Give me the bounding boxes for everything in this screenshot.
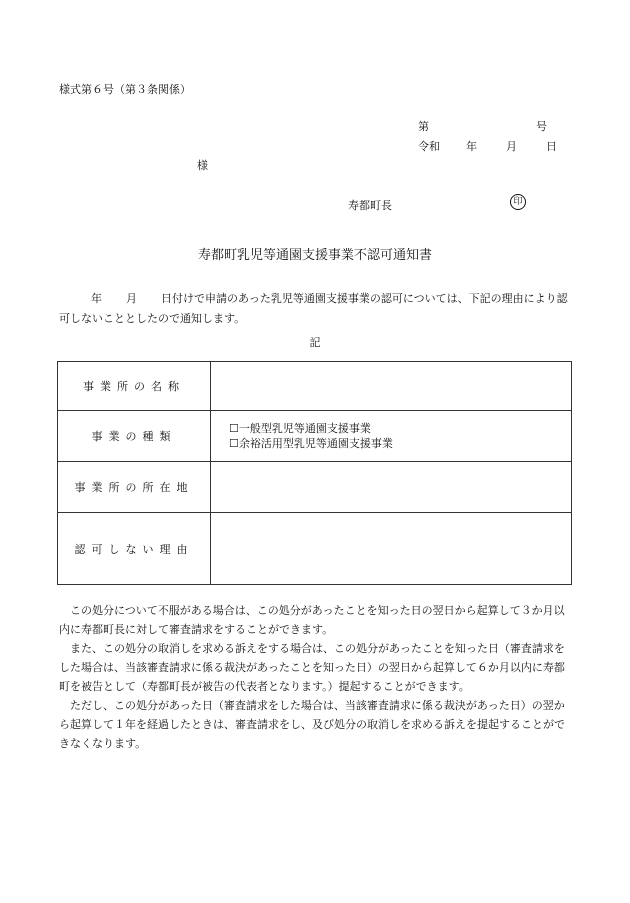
note-paragraph: この処分について不服がある場合は、この処分があったことを知った日の翌日から起算して３か月以内に寿都町長に対して審査請求をすることができます。	[59, 604, 565, 636]
table-row	[58, 462, 572, 513]
checkbox-option: ☐余裕活用型乳児等通園支援事業	[229, 437, 393, 450]
note-paragraph: ただし、この処分があった日（審査請求をした場合は、当該審査請求に係る裁決があった日）の翌から起算して１年を経過したときは、審査請求をし、及び処分の取消しを求める訴えを提起することができなくなります。	[59, 699, 565, 750]
row-value	[211, 411, 572, 462]
intro-text: 日付けで申請のあった乳児等通園支援事業の認可については、下記の理由により認可しないこととしたので通知します。	[59, 292, 568, 325]
row-label: 事業所の名称	[58, 362, 211, 411]
row-value	[211, 513, 572, 585]
row-label: 事業の種類	[58, 411, 211, 462]
table-row	[58, 362, 572, 411]
info-table	[57, 361, 572, 585]
issue-date	[418, 138, 557, 154]
issuer: 寿都町長	[348, 199, 392, 212]
intro-paragraph	[59, 289, 574, 329]
row-value	[211, 462, 572, 513]
document-title: 寿都町乳児等通園支援事業不認可通知書	[197, 248, 432, 263]
date-month: 月	[506, 140, 517, 153]
date-day: 日	[546, 140, 557, 153]
seal-mark: 印	[510, 194, 526, 210]
intro-month: 月	[126, 292, 137, 305]
checkbox-option: ☐一般型乳児等通園支援事業	[229, 422, 371, 435]
row-label: 事業所の所在地	[58, 462, 211, 513]
note-paragraph: また、この処分の取消しを求める訴えをする場合は、この処分があったことを知った日（審査請求をした場合は、当該審査請求に係る裁決があったことを知った日）の翌日から起算して６か月以内に寿都町を被告として（寿都町長が被告の代表者となります。）提起することができます。	[59, 642, 565, 693]
ki-heading: 記	[309, 336, 321, 349]
addressee: 様	[197, 159, 208, 172]
row-label: 認可しない理由	[58, 513, 211, 585]
document-number-label: 第	[418, 120, 429, 133]
form-number: 様式第６号（第３条関係）	[59, 83, 191, 96]
notes	[59, 601, 574, 753]
date-year: 年	[466, 140, 477, 153]
document-number-suffix: 号	[536, 120, 547, 133]
table-row	[58, 513, 572, 585]
row-value	[211, 362, 572, 411]
date-era: 令和	[418, 140, 440, 153]
table-row	[58, 411, 572, 462]
intro-year: 年	[91, 292, 102, 305]
